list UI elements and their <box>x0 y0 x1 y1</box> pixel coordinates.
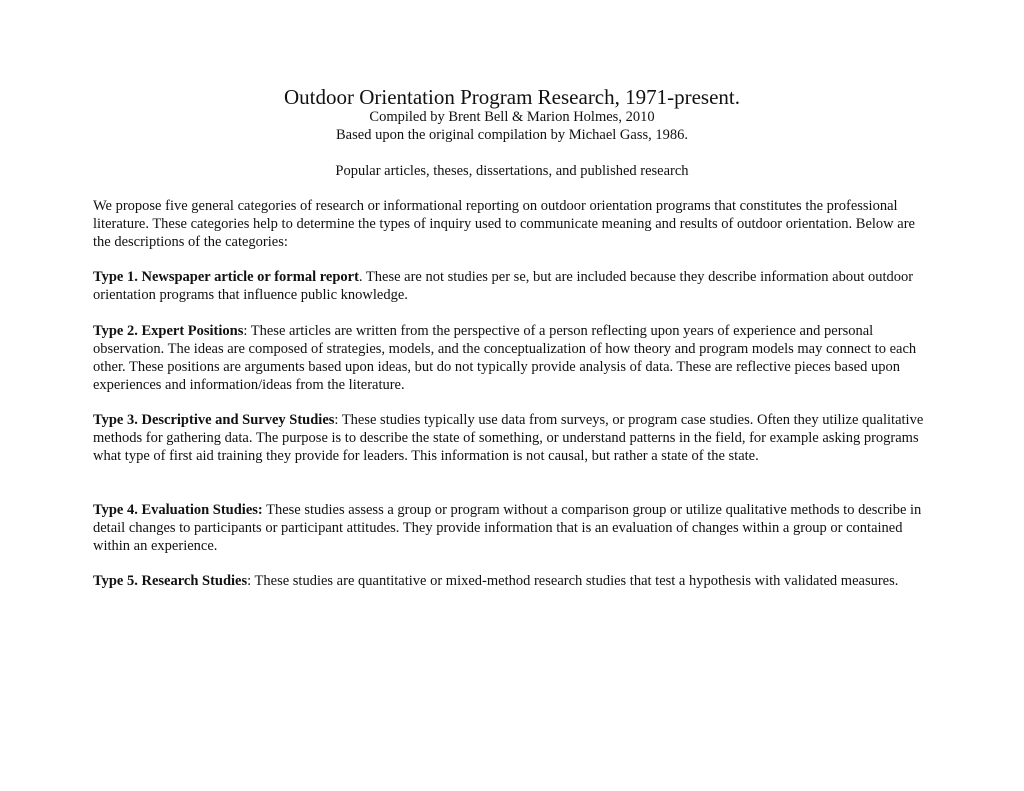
type-3-heading: Type 3. Descriptive and Survey Studies <box>93 412 335 428</box>
compiled-by-line: Compiled by Brent Bell & Marion Holmes, 2010 <box>369 109 655 125</box>
type-5-description: : These studies are quantitative or mixed-method research studies that test a hypothesis with validated measures. <box>247 573 899 589</box>
based-upon-line: Based upon the original compilation by Michael Gass, 1986. <box>336 127 688 143</box>
type-1-heading: Type 1. Newspaper article or formal report <box>93 269 359 285</box>
intro-paragraph: We propose five general categories of research or informational reporting on outdoor orientation programs that constitutes the professional literature. These categories help to determine the types of inquiry used to communicate meaning and results of outdoor orientation. Below are the descriptions of the categories: <box>93 198 915 250</box>
type-1-paragraph <box>93 268 933 304</box>
type-5-heading: Type 5. Research Studies <box>93 573 248 589</box>
type-4-paragraph <box>93 501 933 555</box>
document-title: Outdoor Orientation Program Research, 1971-present. <box>283 85 741 109</box>
type-3-paragraph <box>93 411 933 465</box>
document-subtitle: Popular articles, theses, dissertations, and published research <box>335 163 689 179</box>
type-4-heading: Type 4. Evaluation Studies: <box>93 502 263 518</box>
type-2-description: : These articles are written from the perspective of a person reflecting upon years of experience and personal observation. The ideas are composed of strategies, models, and the conceptualization of how theory and program models may connect to each other. These positions are arguments based upon ideas, but do not typically provide analysis of data. These are reflective pieces based upon experiences and information/ideas from the literature. <box>93 323 917 393</box>
type-4-description: These studies assess a group or program without a comparison group or utilize qualitative methods to describe in detail changes to participants or participant attitudes. They provide information that is an evaluation of changes within a group or contained within an experience. <box>93 502 922 554</box>
type-2-heading: Type 2. Expert Positions <box>93 323 244 339</box>
type-2-paragraph <box>93 322 933 394</box>
type-5-paragraph <box>93 572 933 590</box>
type-1-description: . These are not studies per se, but are included because they describe information about outdoor orientation programs that influence public knowledge. <box>93 269 914 303</box>
type-3-description: : These studies typically use data from surveys, or program case studies. Often they utilize qualitative methods for gathering data. The purpose is to describe the state of something, or understand patterns in the field, for example asking programs what type of first aid training they provide for leaders. This information is not causal, but rather a state of the state. <box>93 412 924 464</box>
